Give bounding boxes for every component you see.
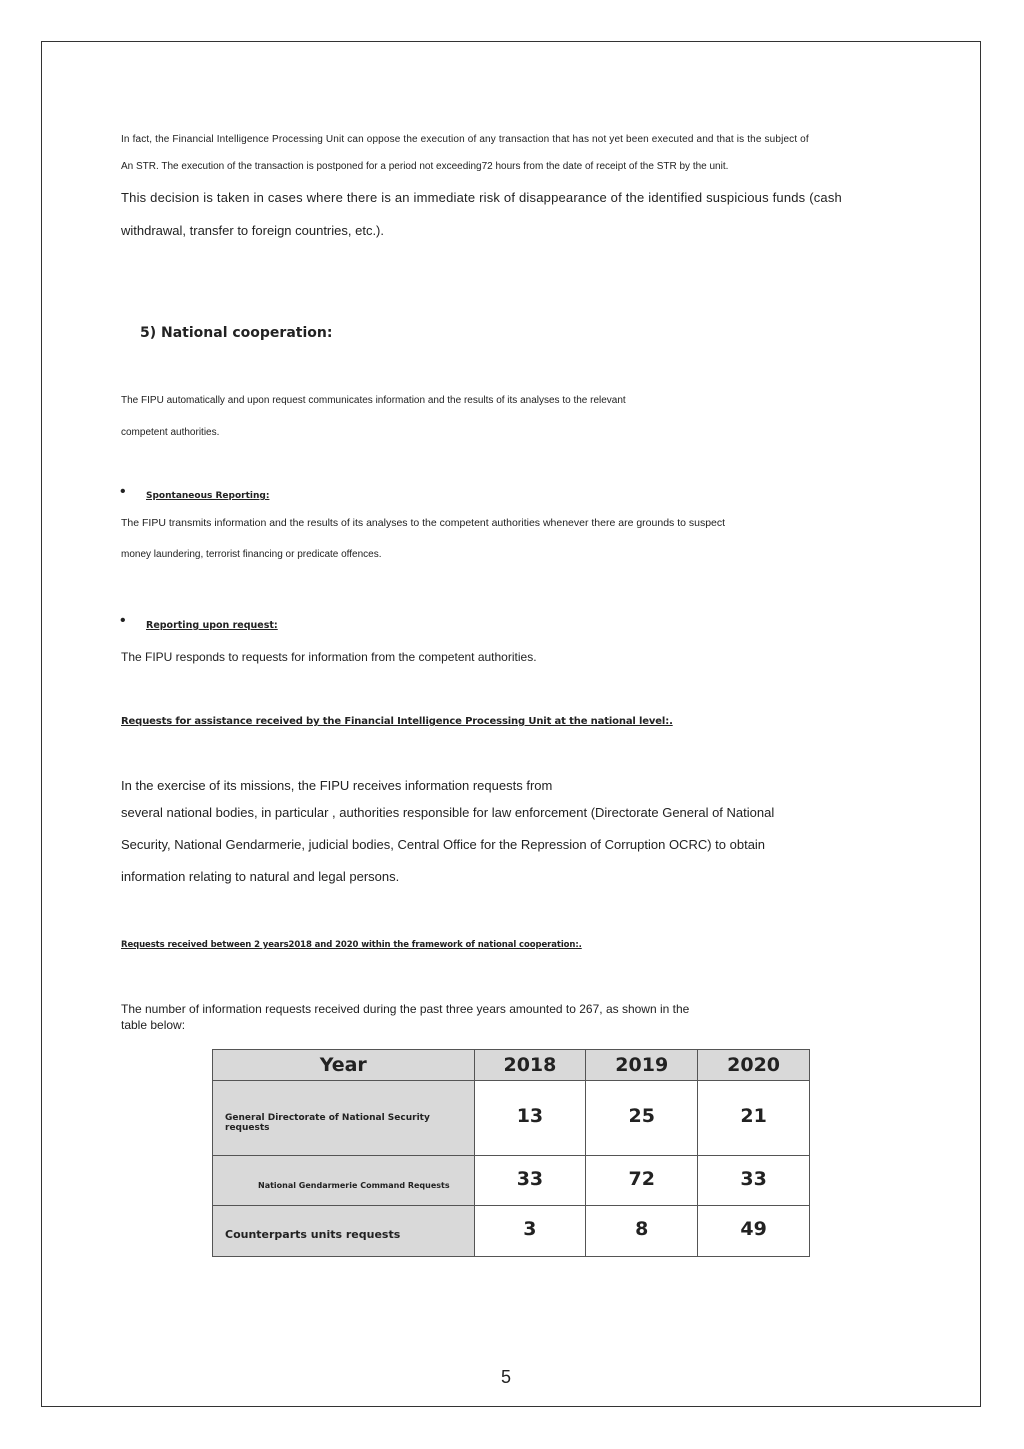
table-cell: 3 xyxy=(474,1206,586,1257)
requests-heading: Requests for assistance received by the Financial Intelligence Processing Unit at the national level:. xyxy=(121,716,673,727)
table-cell: 72 xyxy=(586,1156,698,1206)
table-row xyxy=(213,1156,810,1206)
row-label: National Gendarmerie Command Requests xyxy=(213,1156,475,1206)
paragraph-line: information relating to natural and legal persons. xyxy=(121,869,400,884)
table-cell: 49 xyxy=(698,1206,810,1257)
paragraph-line: competent authorities. xyxy=(121,427,220,438)
table-cell: 21 xyxy=(698,1081,810,1156)
table-cell: 33 xyxy=(474,1156,586,1206)
section-heading: 5) National cooperation: xyxy=(140,325,333,341)
paragraph-line: The FIPU responds to requests for information from the competent authorities. xyxy=(121,650,537,664)
paragraph-line: The FIPU transmits information and the results of its analyses to the competent authorities whenever there are grounds to suspect xyxy=(121,517,726,529)
row-label: General Directorate of National Security requests xyxy=(213,1081,475,1156)
paragraph-line: The number of information requests received during the past three years amounted to 267, as shown in the xyxy=(121,1002,690,1016)
paragraph-line: In fact, the Financial Intelligence Processing Unit can oppose the execution of any transaction that has not yet been executed and that is the subject of xyxy=(121,134,809,145)
paragraph-line: This decision is taken in cases where there is an immediate risk of disappearance of the identified suspicious funds (cash xyxy=(121,190,842,205)
paragraph-line: table below: xyxy=(121,1018,186,1032)
paragraph-line: several national bodies, in particular , authorities responsible for law enforcement (Directorate General of National xyxy=(121,805,775,820)
paragraph-line: An STR. The execution of the transaction is postponed for a period not exceeding72 hours from the date of receipt of the STR by the unit. xyxy=(121,161,729,172)
table-header-row xyxy=(213,1050,810,1081)
table-header-2018: 2018 xyxy=(474,1050,586,1081)
bullet-title: Reporting upon request: xyxy=(146,620,278,631)
page-number: 5 xyxy=(501,1367,512,1387)
table-row xyxy=(213,1206,810,1257)
bullet-title: Spontaneous Reporting: xyxy=(146,491,270,501)
table-cell: 25 xyxy=(586,1081,698,1156)
bullet-icon: • xyxy=(120,612,126,629)
table-header-year: Year xyxy=(213,1050,475,1081)
table-header-2019: 2019 xyxy=(586,1050,698,1081)
paragraph-line: The FIPU automatically and upon request communicates information and the results of its analyses to the relevant xyxy=(121,395,626,406)
bullet-icon: • xyxy=(120,483,126,500)
table-header-2020: 2020 xyxy=(698,1050,810,1081)
table-cell: 8 xyxy=(586,1206,698,1257)
paragraph-line: In the exercise of its missions, the FIPU receives information requests from xyxy=(121,778,553,793)
table-row xyxy=(213,1081,810,1156)
paragraph-line: withdrawal, transfer to foreign countries, etc.). xyxy=(121,223,385,238)
paragraph-line: money laundering, terrorist financing or predicate offences. xyxy=(121,549,382,560)
requests-table xyxy=(212,1049,810,1257)
years-heading: Requests received between 2 years2018 and 2020 within the framework of national cooperation:. xyxy=(121,940,582,950)
row-label: Counterparts units requests xyxy=(213,1206,475,1257)
table-cell: 33 xyxy=(698,1156,810,1206)
paragraph-line: Security, National Gendarmerie, judicial bodies, Central Office for the Repression of Corruption OCRC) to obtain xyxy=(121,837,766,852)
table-cell: 13 xyxy=(474,1081,586,1156)
